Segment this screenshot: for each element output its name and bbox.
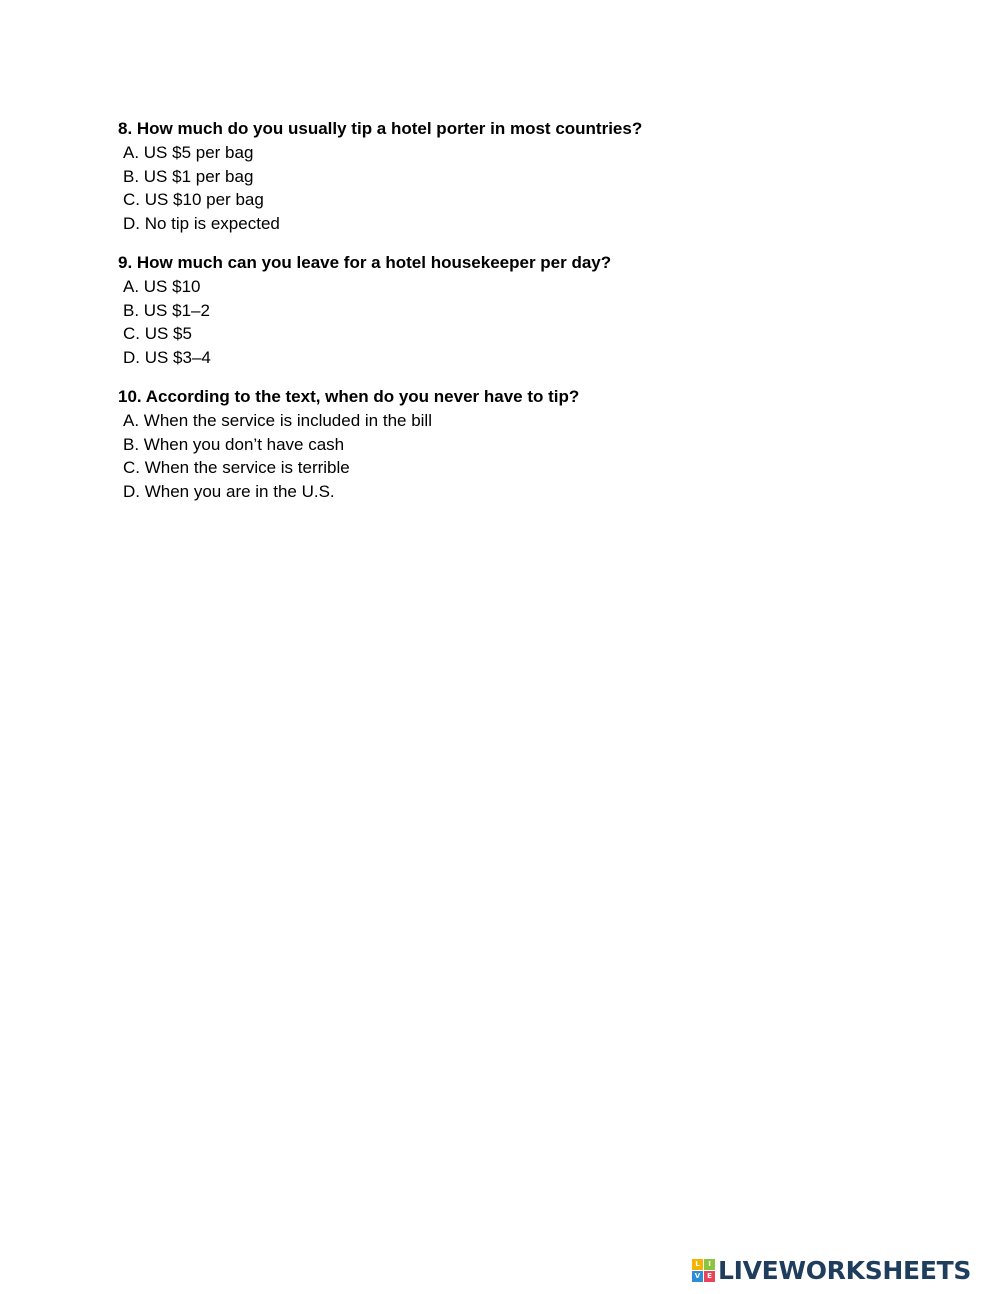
liveworksheets-logo-icon bbox=[692, 1259, 715, 1282]
logo-tile-l: L bbox=[692, 1259, 703, 1270]
option-c: C. US $5 bbox=[123, 324, 192, 344]
option-list bbox=[118, 409, 938, 504]
question-title: 9. How much can you leave for a hotel housekeeper per day? bbox=[118, 252, 612, 272]
option-d: D. US $3–4 bbox=[123, 348, 211, 368]
liveworksheets-logo bbox=[692, 1255, 971, 1285]
option-a: A. When the service is included in the bill bbox=[123, 410, 432, 430]
option-d: D. When you are in the U.S. bbox=[123, 482, 335, 502]
option-list bbox=[118, 275, 938, 370]
option-b: B. US $1 per bag bbox=[123, 166, 254, 186]
option-a: A. US $5 per bag bbox=[123, 142, 254, 162]
option-b: B. When you don’t have cash bbox=[123, 434, 345, 454]
option-d: D. No tip is expected bbox=[123, 214, 280, 234]
logo-tile-i: I bbox=[704, 1259, 715, 1270]
question-title: 8. How much do you usually tip a hotel porter in most countries? bbox=[118, 119, 643, 138]
logo-tile-e: E bbox=[704, 1271, 715, 1282]
logo-tile-v: V bbox=[692, 1271, 703, 1282]
liveworksheets-logo-text: LIVEWORKSHEETS bbox=[718, 1255, 972, 1285]
question-title: 10. According to the text, when do you never have to tip? bbox=[118, 386, 580, 406]
option-b: B. US $1–2 bbox=[123, 300, 210, 320]
question-9 bbox=[118, 251, 938, 370]
question-10 bbox=[118, 385, 938, 504]
option-a: A. US $10 bbox=[123, 276, 201, 296]
option-c: C. When the service is terrible bbox=[123, 458, 350, 478]
option-list bbox=[118, 141, 938, 236]
question-8 bbox=[118, 117, 938, 236]
worksheet bbox=[118, 117, 938, 519]
option-c: C. US $10 per bag bbox=[123, 190, 264, 210]
